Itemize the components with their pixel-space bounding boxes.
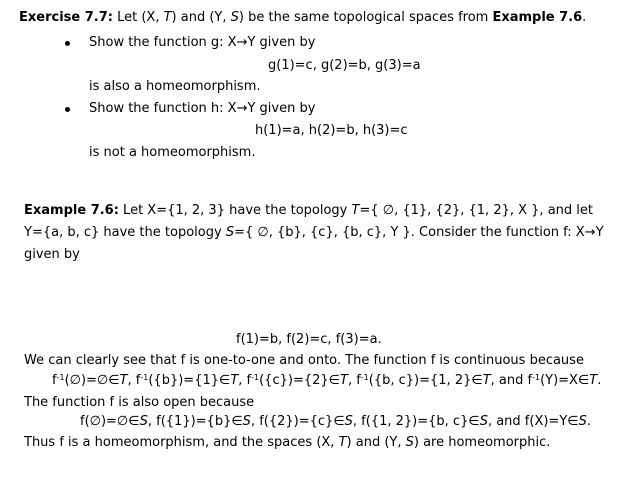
item-1-statement: Show the function g: X→Y given by bbox=[89, 35, 316, 50]
example-heading: Example 7.6: bbox=[24, 203, 119, 218]
exercise-intro: Exercise 7.7: Let (X, T) and (Y, S) be the same topological spaces from Example 7.6. bbox=[19, 10, 587, 25]
bullet-icon bbox=[65, 107, 70, 112]
open-line: The function f is also open because bbox=[24, 395, 255, 410]
exercise-heading: Exercise 7.7: bbox=[19, 10, 113, 25]
item-2-definition: h(1)=a, h(2)=b, h(3)=c bbox=[255, 123, 408, 138]
item-1-conclusion: is also a homeomorphism. bbox=[89, 79, 261, 94]
continuity-line: $f^{-1}(\emptyset)=\emptyset\in T$, $f^{-1}(\{b\})=\{1\}\in T$, $f^{-1}(\{c\})=\{2\}\in T$, $f^{-1}(\{b$, c})={1, 2}∈T, and $f^{-1}(Y)=X\in T$. bbox=[52, 373, 602, 388]
example-line-3: given by bbox=[24, 247, 80, 262]
example-reference: Example 7.6 bbox=[492, 10, 583, 25]
item-1-definition: g(1)=c, g(2)=b, g(3)=a bbox=[268, 58, 421, 73]
function-definition: f(1)=b, f(2)=c, f(3)=a. bbox=[236, 332, 382, 347]
example-line-1: Example 7.6: Let X={1, 2, 3} have the topology T={ ∅, {1}, {2}, {1, 2}, X }, and let bbox=[24, 203, 593, 218]
item-2-statement: Show the function h: X→Y given by bbox=[89, 101, 316, 116]
item-2-conclusion: is not a homeomorphism. bbox=[89, 145, 256, 160]
conclusion-line: Thus f is a homeomorphism, and the spaces (X, T) and (Y, S) are homeomorphic. bbox=[24, 435, 551, 450]
openness-line: f(∅)=∅∈S, f({1})={b}∈S, f({2})={c}∈S, f({1, 2})={b, c}∈S, and f(X)=Y∈S. bbox=[80, 414, 591, 429]
example-line-2: Y={a, b, c} have the topology S={ ∅, {b}, {c}, {b, c}, Y }. Consider the function f: X→Y bbox=[24, 225, 604, 240]
one-to-one-onto-line: We can clearly see that f is one-to-one and onto. The function f is continuous because bbox=[24, 353, 584, 368]
bullet-icon bbox=[65, 41, 70, 46]
